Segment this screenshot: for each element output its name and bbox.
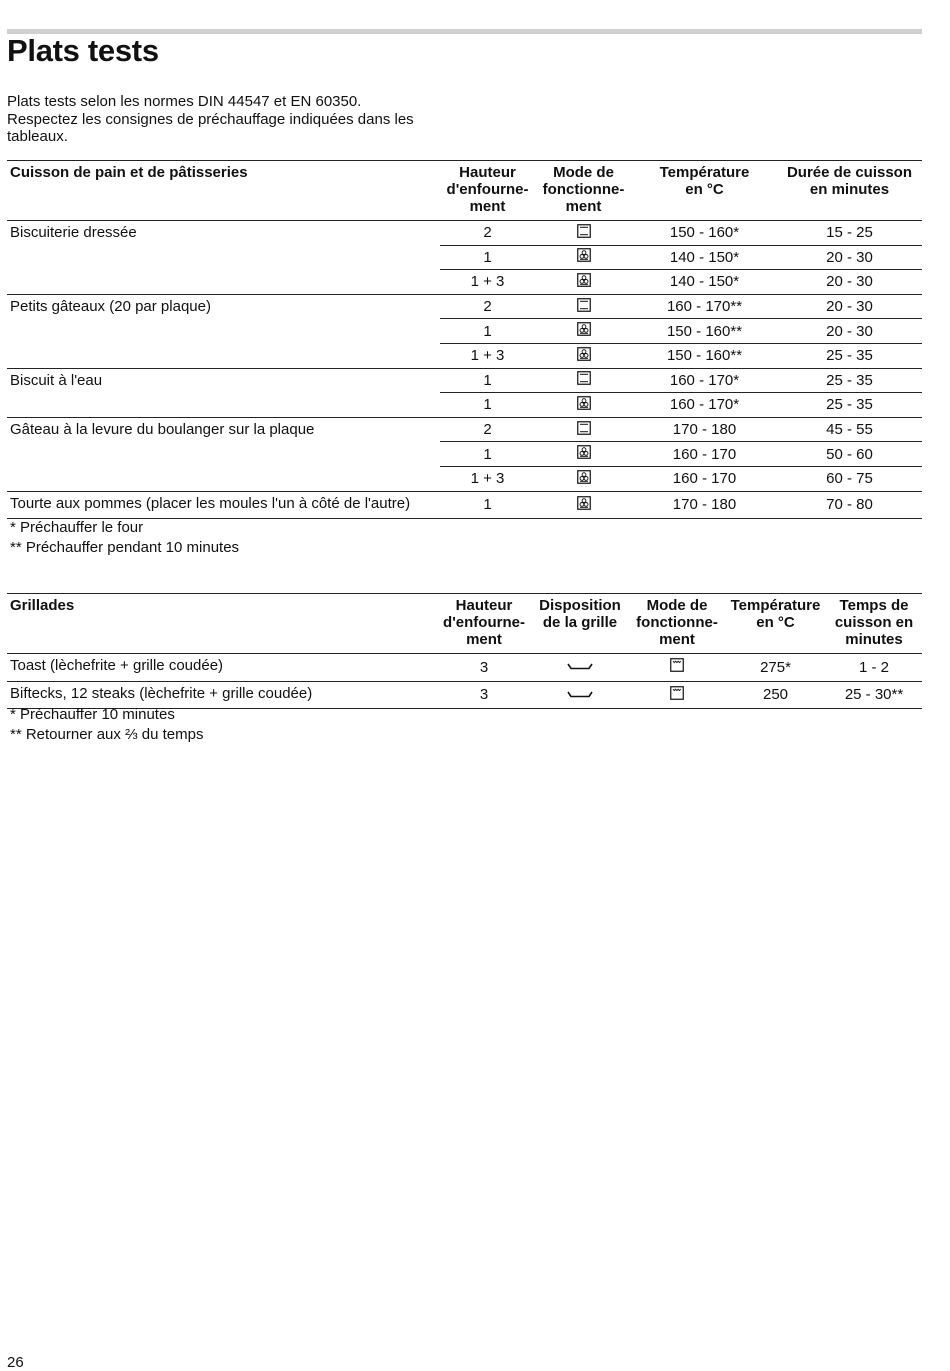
page-number: 26 [7,1354,24,1371]
level-cell: 1 [440,442,535,467]
col-header-mode: Mode de fonctionne- ment [535,161,632,221]
table-row [7,417,922,442]
table2-footnotes [10,705,203,745]
mode-cell [535,319,632,344]
temperature-cell: 160 - 170* [632,368,777,393]
temperature-cell: 150 - 160** [632,319,777,344]
dish-name: Tourte aux pommes (placer les moules l'un à côté de l'autre) [7,491,440,519]
duration-cell: 25 - 35 [777,368,922,393]
footnote: ** Préchauffer pendant 10 minutes [10,539,240,556]
temperature-cell: 275* [760,658,791,676]
dish-name: Biftecks, 12 steaks (lèchefrite + grille coudée) [7,681,437,709]
duration-cell: 20 - 30 [777,294,922,319]
level-cell: 1 + 3 [440,466,535,491]
duration-cell: 25 - 35 [777,343,922,368]
mode-cell [535,368,632,393]
footnote: * Préchauffer 10 minutes [10,706,175,723]
level-cell: 1 [440,319,535,344]
intro-line: tableaux. [7,128,68,145]
level-cell: 1 [440,491,535,519]
dish-name: Biscuiterie dressée [10,224,137,241]
hot-air-fan-icon [577,347,591,365]
duration-cell: 45 - 55 [777,417,922,442]
temperature-cell: 160 - 170** [632,294,777,319]
hot-air-fan-icon [577,396,591,414]
duration-cell: 25 - 35 [777,393,922,418]
top-bottom-heat-icon [577,298,591,316]
top-bottom-heat-icon [577,421,591,439]
temperature-cell: 140 - 150* [632,270,777,295]
level-cell: 3 [437,681,531,709]
hot-air-fan-icon [577,445,591,463]
temperature-cell: 140 - 150* [632,245,777,270]
level-cell: 1 + 3 [440,343,535,368]
dish-name: Biscuit à l'eau [7,368,440,417]
mode-cell [535,466,632,491]
duration-cell: 20 - 30 [777,245,922,270]
level-cell: 1 [440,245,535,270]
duration-cell: 15 - 25 [826,224,873,242]
col-header-duration: Temps de cuisson en minutes [826,594,922,654]
intro-line: Plats tests selon les normes DIN 44547 et EN 60350. [7,93,362,110]
hot-air-fan-icon [577,248,591,266]
col-header-duration: Durée de cuisson en minutes [777,161,922,221]
col-header-dish: Grillades [7,594,437,654]
table-row [7,491,922,519]
duration-cell: 20 - 30 [777,270,922,295]
dish-name: Petits gâteaux (20 par plaque) [7,294,440,368]
bent-rack-icon [567,687,593,704]
top-bottom-heat-icon [577,371,591,389]
bent-rack-icon [567,659,593,676]
mode-cell [535,245,632,270]
col-header-rack: Disposition de la grille [531,594,629,654]
level-cell: 2 [440,417,535,442]
mode-cell [535,270,632,295]
grill-table [7,593,922,709]
duration-cell: 25 - 30** [826,681,922,709]
page-title: Plats tests [7,33,159,68]
mode-cell [535,491,632,519]
table-header-row [7,161,922,221]
level-cell: 3 [479,658,489,676]
intro-text [7,93,414,146]
mode-cell [629,654,725,682]
temperature-cell: 150 - 160* [669,224,740,242]
top-bottom-heat-icon [577,224,591,242]
baking-table [7,160,922,519]
col-header-temperature: Température en °C [632,161,777,221]
temperature-cell: 160 - 170 [632,466,777,491]
dish-name: Gâteau à la levure du boulanger sur la plaque [7,417,440,491]
col-header-dish: Cuisson de pain et de pâtisseries [7,161,440,221]
hot-air-fan-icon [577,322,591,340]
mode-cell [535,442,632,467]
col-header-mode: Mode de fonctionne- ment [629,594,725,654]
table-row [7,221,922,246]
rack-cell [531,681,629,709]
grill-icon [670,658,684,676]
duration-cell: 1 - 2 [858,658,889,676]
table-row [7,654,922,682]
temperature-cell: 160 - 170 [632,442,777,467]
level-cell: 1 [440,368,535,393]
duration-cell: 70 - 80 [777,491,922,519]
duration-cell: 50 - 60 [777,442,922,467]
footnote: * Préchauffer le four [10,519,144,536]
level-cell: 2 [483,224,492,242]
dish-name: Toast (lèchefrite + grille coudée) [10,657,224,674]
table-row [7,368,922,393]
intro-line: Respectez les consignes de préchauffage indiquées dans les [7,110,414,128]
temperature-cell: 170 - 180 [632,491,777,519]
temperature-cell: 250 [725,681,826,709]
table-header-row [7,594,922,654]
mode-cell [535,343,632,368]
duration-cell: 60 - 75 [777,466,922,491]
mode-cell [535,294,632,319]
hot-air-fan-icon [577,273,591,291]
temperature-cell: 170 - 180 [632,417,777,442]
level-cell: 1 [440,393,535,418]
level-cell: 1 + 3 [440,270,535,295]
hot-air-fan-icon [577,496,591,514]
hot-air-fan-icon [577,470,591,488]
table-row [7,294,922,319]
footnote: ** Retourner aux ⅔ du temps [10,726,204,743]
temperature-cell: 150 - 160** [632,343,777,368]
level-cell: 2 [440,294,535,319]
temperature-cell: 160 - 170* [632,393,777,418]
rack-cell [531,654,629,682]
mode-cell [535,417,632,442]
col-header-level: Hauteur d'enfourne- ment [437,594,531,654]
grill-icon [670,686,684,704]
col-header-temperature: Température en °C [725,594,826,654]
mode-cell [535,221,632,246]
mode-cell [629,681,725,709]
table1-footnotes [10,518,239,558]
col-header-level: Hauteur d'enfourne- ment [440,161,535,221]
duration-cell: 20 - 30 [777,319,922,344]
mode-cell [535,393,632,418]
